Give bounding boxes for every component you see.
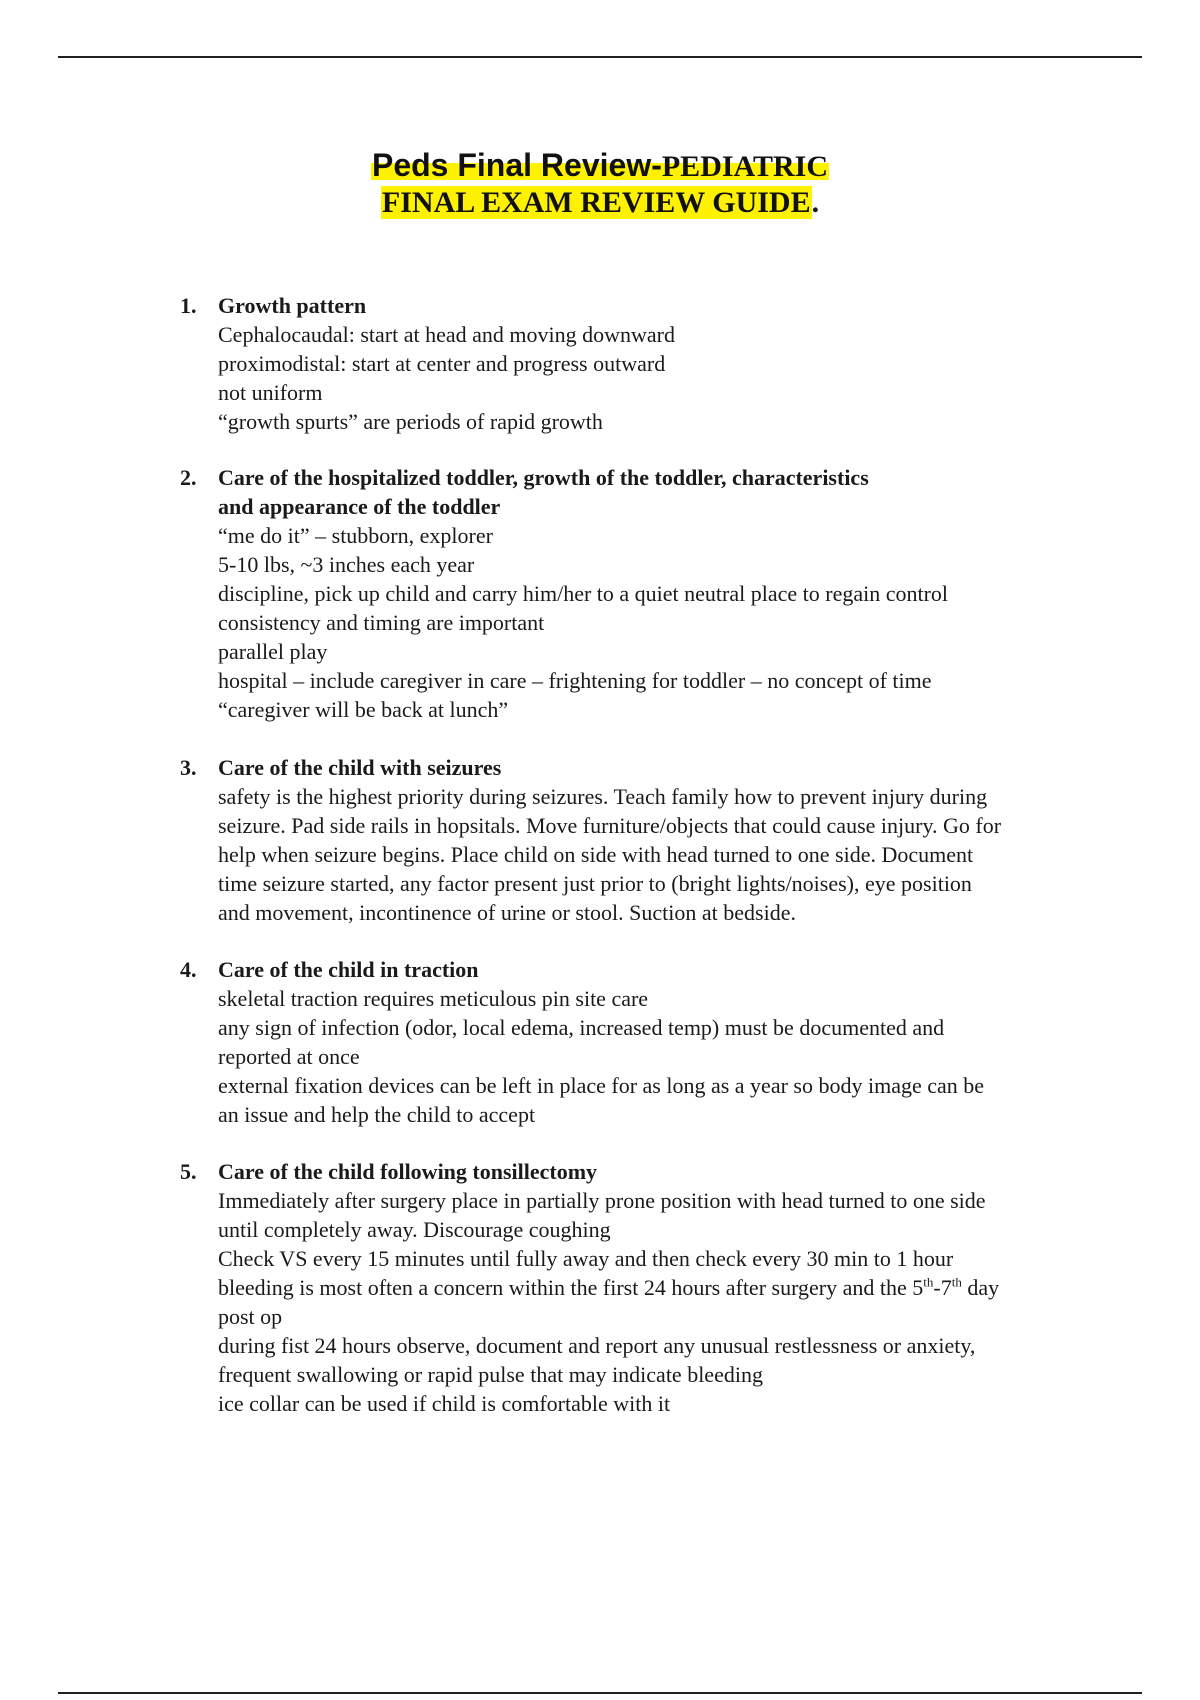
section-traction <box>180 955 1100 1129</box>
section-line: 5-10 lbs, ~3 inches each year <box>218 552 475 577</box>
title-period: . <box>811 186 820 219</box>
page-title <box>0 146 1200 222</box>
section-line: discipline, pick up child and carry him/her to a quiet neutral place to regain control <box>218 581 949 606</box>
section-line: post op <box>218 1304 283 1329</box>
section-seizures <box>180 753 1100 927</box>
section-line: reported at once <box>218 1044 360 1069</box>
title-line-1 <box>0 146 1200 184</box>
bleeding-text-before: bleeding is most often a concern within the first 24 hours after surgery and the 5 <box>218 1275 924 1300</box>
section-tonsillectomy <box>180 1157 1100 1418</box>
section-body <box>218 753 1100 927</box>
section-line: any sign of infection (odor, local edema, increased temp) must be documented and <box>218 1015 945 1040</box>
section-heading: Care of the child with seizures <box>218 755 502 780</box>
section-line: not uniform <box>218 380 323 405</box>
section-line: Check VS every 15 minutes until fully away and then check every 30 min to 1 hour <box>218 1246 954 1271</box>
section-line: ice collar can be used if child is comfortable with it <box>218 1391 671 1416</box>
title-line-2 <box>0 184 1200 222</box>
section-line-bleeding <box>218 1273 1100 1302</box>
section-heading: Care of the child in traction <box>218 957 479 982</box>
section-line: “growth spurts” are periods of rapid growth <box>218 409 603 434</box>
section-line: help when seizure begins. Place child on side with head turned to one side. Document <box>218 842 974 867</box>
section-hospitalized-toddler <box>180 463 1100 724</box>
section-line: hospital – include caregiver in care – frightening for toddler – no concept of time <box>218 668 932 693</box>
section-heading: and appearance of the toddler <box>218 494 501 519</box>
section-line: consistency and timing are important <box>218 610 545 635</box>
section-body <box>218 291 1100 436</box>
bleeding-text-middle: -7 <box>933 1275 952 1300</box>
section-number: 4. <box>180 957 197 982</box>
section-number: 2. <box>180 465 197 490</box>
section-growth-pattern <box>180 291 1100 436</box>
section-line: external fixation devices can be left in place for as long as a year so body image can be <box>218 1073 985 1098</box>
section-line: Immediately after surgery place in partially prone position with head turned to one side <box>218 1188 986 1213</box>
section-heading: Growth pattern <box>218 293 367 318</box>
title-part-sans: Peds Final Review- <box>371 147 662 183</box>
section-body <box>218 1157 1100 1418</box>
section-line: safety is the highest priority during seizures. Teach family how to prevent injury during <box>218 784 988 809</box>
section-body <box>218 463 1100 724</box>
section-line: seizure. Pad side rails in hopsitals. Move furniture/objects that could cause injury. Go for <box>218 813 1002 838</box>
title-part-serif: PEDIATRIC <box>661 150 828 183</box>
section-number: 5. <box>180 1159 197 1184</box>
section-line: “me do it” – stubborn, explorer <box>218 523 493 548</box>
section-line: parallel play <box>218 639 328 664</box>
title-highlight-2: FINAL EXAM REVIEW GUIDE <box>381 186 811 219</box>
section-line: “caregiver will be back at lunch” <box>218 697 509 722</box>
superscript-th: th <box>951 1274 962 1290</box>
section-heading: Care of the hospitalized toddler, growth of the toddler, characteristics <box>218 465 869 490</box>
section-number: 1. <box>180 293 197 318</box>
section-line: and movement, incontinence of urine or stool. Suction at bedside. <box>218 900 796 925</box>
superscript-th: th <box>923 1274 934 1290</box>
section-line: frequent swallowing or rapid pulse that may indicate bleeding <box>218 1362 763 1387</box>
section-line: an issue and help the child to accept <box>218 1102 536 1127</box>
section-body <box>218 955 1100 1129</box>
section-line: until completely away. Discourage coughing <box>218 1217 611 1242</box>
bleeding-text-after: day <box>961 1275 1000 1300</box>
section-line: during fist 24 hours observe, document and report any unusual restlessness or anxiety, <box>218 1333 976 1358</box>
section-line: Cephalocaudal: start at head and moving downward <box>218 322 675 347</box>
title-highlight-1 <box>371 147 829 183</box>
section-heading: Care of the child following tonsillectomy <box>218 1159 598 1184</box>
section-line: proximodistal: start at center and progress outward <box>218 351 666 376</box>
section-number: 3. <box>180 755 197 780</box>
top-rule <box>58 56 1142 58</box>
section-line: time seizure started, any factor present just prior to (bright lights/noises), eye position <box>218 871 972 896</box>
section-line: skeletal traction requires meticulous pin site care <box>218 986 649 1011</box>
bottom-rule <box>58 1692 1142 1694</box>
